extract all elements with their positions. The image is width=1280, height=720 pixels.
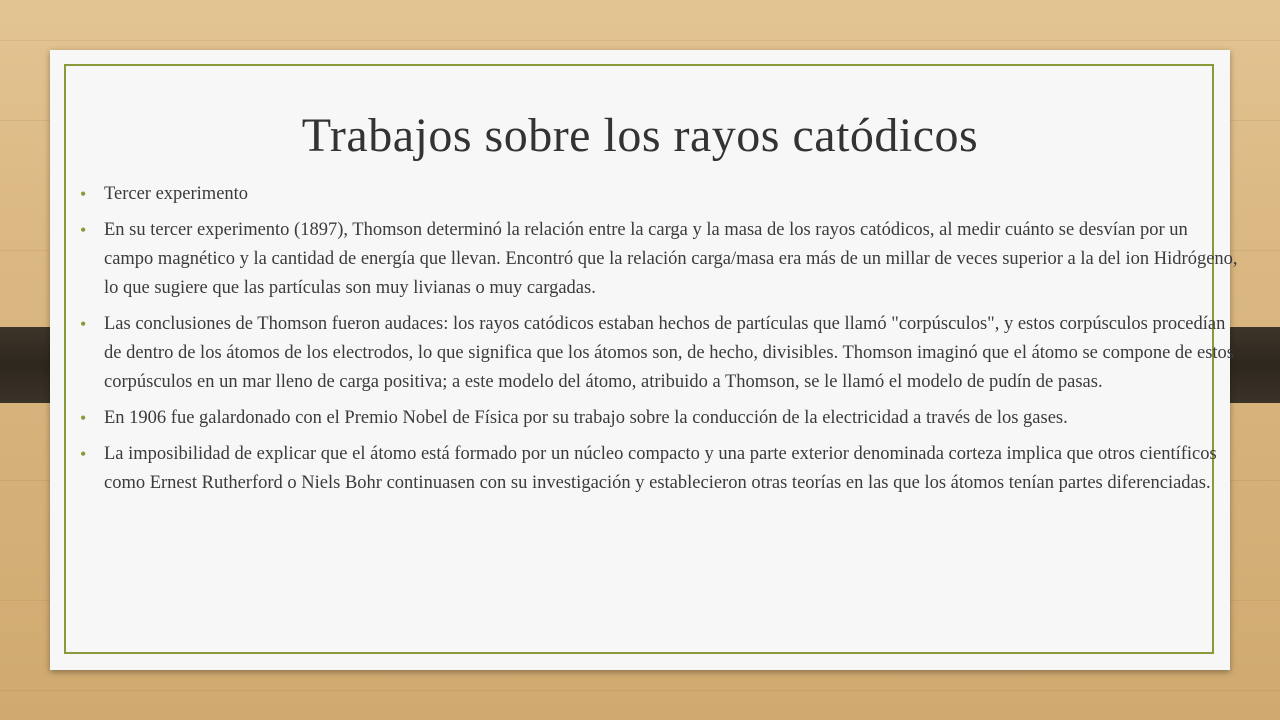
bullet-text: Tercer experimento xyxy=(104,184,249,204)
bullet-dot-icon: • xyxy=(80,184,87,204)
slide-title: Trabajos sobre los rayos catódicos xyxy=(301,109,979,162)
wood-grain xyxy=(0,690,1280,691)
bullet-item xyxy=(78,216,1238,303)
bullet-text: Las conclusiones de Thomson fueron audaces: los rayos catódicos estaban hechos de partículas que llamó "corpúsculos", y estos corpúsculos procedían de dentro de los átomos de los electrodos, lo que significa que los átomos son, de hecho, divisibles. Thomson imaginó que el átomo se compone de estos corpúsculos en un mar lleno de carga positiva; a este modelo del átomo, atribuido a Thomson, se le llamó el modelo de pudín de pasas. xyxy=(104,314,1235,392)
bullet-item xyxy=(78,310,1238,397)
bullet-list xyxy=(78,180,1238,505)
bullet-text: La imposibilidad de explicar que el átomo está formado por un núcleo compacto y una parte exterior denominada corteza implica que otros científicos como Ernest Rutherford o Niels Bohr continuasen con su investigación y establecieron otras teorías en las que los átomos tenían partes diferenciadas. xyxy=(104,444,1217,493)
bullet-text: En 1906 fue galardonado con el Premio Nobel de Física por su trabajo sobre la conducción de la electricidad a través de los gases. xyxy=(104,408,1068,428)
bullet-item xyxy=(78,440,1238,498)
wood-grain xyxy=(0,40,1280,41)
bullet-dot-icon: • xyxy=(80,444,87,464)
bullet-item xyxy=(78,404,1238,433)
bullet-dot-icon: • xyxy=(80,314,87,334)
bullet-dot-icon: • xyxy=(80,220,87,240)
bullet-item xyxy=(78,180,1238,209)
bullet-dot-icon: • xyxy=(80,408,87,428)
bullet-text: En su tercer experimento (1897), Thomson determinó la relación entre la carga y la masa de los rayos catódicos, al medir cuánto se desvían por un campo magnético y la cantidad de energía que llevan. Encontró que la relación carga/masa era más de un millar de veces superior a la del ion Hidrógeno, lo que sugiere que las partículas son muy livianas o muy cargadas. xyxy=(104,220,1238,298)
